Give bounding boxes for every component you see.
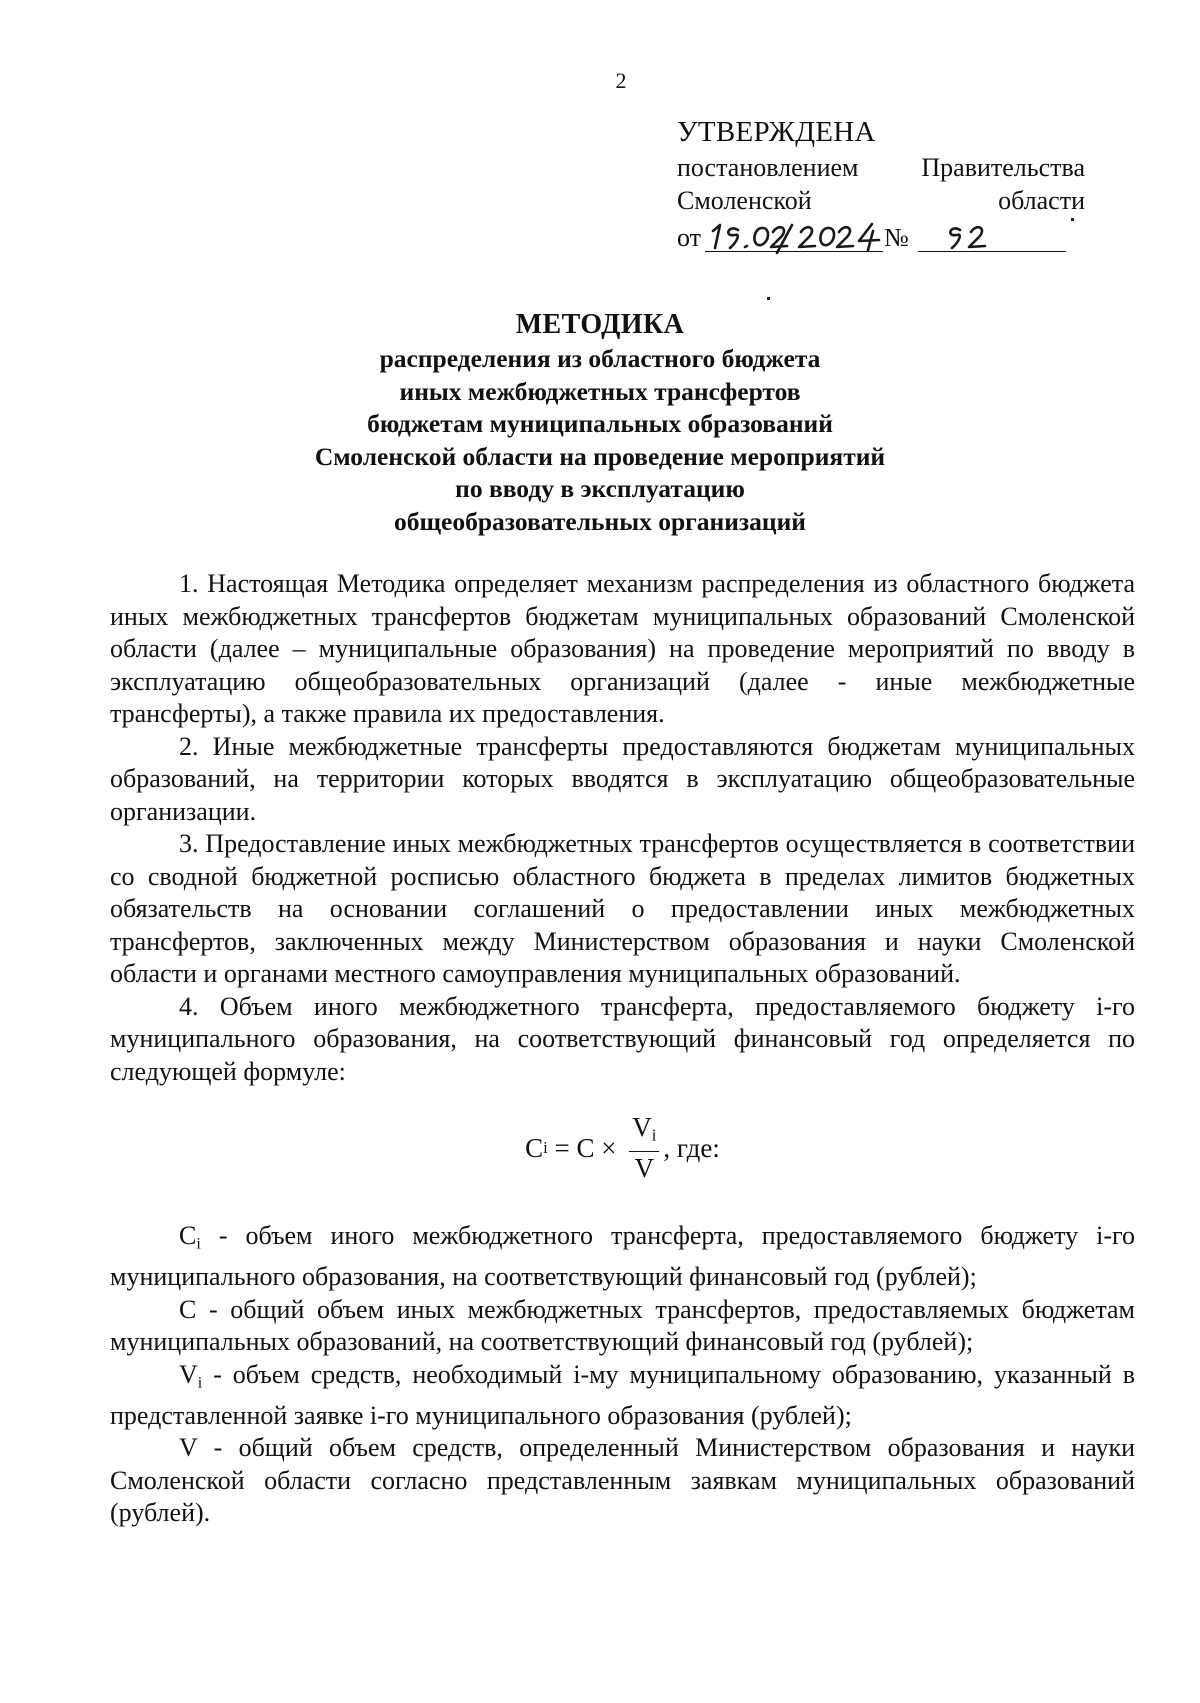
definition-text: - объем средств, необходимый i-му муниципальному образованию, указанный в представленной заявке i-го муниципального образования (рублей); xyxy=(110,1359,1135,1430)
heading-line: общеобразовательных организаций xyxy=(394,506,806,536)
definition-text: - объем иного межбюджетного трансферта, предоставляемого бюджету i-го муниципального образования, на соответствующий финансовый год (рублей); xyxy=(110,1221,1135,1291)
definition-symbol: C xyxy=(179,1221,197,1250)
approval-line-3-right: области xyxy=(998,186,1085,215)
handwritten-number xyxy=(933,215,1013,255)
handwritten-date xyxy=(707,215,887,255)
definition-text: - общий объем иных межбюджетных трансфертов, предоставляемых бюджетам муниципальных образований, на соответствующий финансовый год (рублей); xyxy=(110,1294,1135,1356)
document-title: МЕТОДИКА xyxy=(515,309,685,340)
heading-line: иных межбюджетных трансфертов xyxy=(399,376,801,406)
number-underline xyxy=(918,251,1066,252)
paragraph-1: 1. Настоящая Методика определяет механизм распределения из областного бюджета иных межбюджетных трансфертов бюджетам муниципальных образований Смоленской области (далее – муниципальные образования) на проведение мероприятий по вводу в эксплуатацию общеобразовательных организаций (далее - иные межбюджетные трансферты), а также правила их предоставления. xyxy=(110,569,1135,728)
heading-line: по вводу в эксплуатацию xyxy=(455,474,745,503)
definition-vi xyxy=(110,1359,1135,1433)
formula-fraction xyxy=(629,1112,659,1184)
paragraph-4: 4. Объем иного межбюджетного трансферта, предоставляемого бюджету i-го муниципального образования, на соответствующий финансовый год определяется по следующей формуле: xyxy=(110,991,1135,1086)
definition-symbol: V xyxy=(179,1433,198,1462)
scan-speck xyxy=(767,297,770,300)
approval-date-row xyxy=(677,217,1085,257)
definition-subscript: i xyxy=(196,1235,201,1253)
heading-line: бюджетам муниципальных образований xyxy=(367,409,833,438)
approval-title: УТВЕРЖДЕНА xyxy=(677,116,876,148)
page-number: 2 xyxy=(615,68,627,93)
heading-line: Смоленской области на проведение мероприятий xyxy=(314,441,886,471)
definition-c xyxy=(110,1294,1135,1359)
approval-line-3 xyxy=(677,184,1085,217)
definition-symbol: V xyxy=(179,1359,198,1389)
formula-suffix: , где: xyxy=(663,1132,720,1163)
date-underline xyxy=(705,251,883,252)
formula-lhs-sub: i xyxy=(543,1137,548,1157)
definition-symbol: C xyxy=(179,1294,197,1324)
formula-operator: = C × xyxy=(547,1132,624,1163)
scan-speck xyxy=(1071,218,1074,221)
formula-lhs: C xyxy=(525,1132,544,1163)
definition-subscript: i xyxy=(197,1374,203,1391)
approval-stamp xyxy=(677,113,1085,257)
formula-denominator: V xyxy=(634,1152,655,1183)
paragraph-3: 3. Предоставление иных межбюджетных трансфертов осуществляется в соответствии со сводной бюджетной росписью областного бюджета в пределах лимитов бюджетных обязательств на основании соглашений о предоставлении иных межбюджетных трансфертов, заключенных между Министерством образования и науки Смоленской области и органами местного самоуправления муниципальных образований. xyxy=(110,829,1135,988)
document-body xyxy=(110,568,1135,1530)
definition-v xyxy=(110,1432,1135,1530)
definition-ci xyxy=(110,1220,1135,1294)
date-prefix: от xyxy=(677,223,702,252)
formula xyxy=(110,1100,1135,1196)
paragraph-2: 2. Иные межбюджетные трансферты предоставляются бюджетам муниципальных образований, на территории которых вводятся в эксплуатацию общеобразовательные организации. xyxy=(110,731,1135,826)
definition-text: - общий объем средств, определенный Министерством образования и науки Смоленской области согласно представленным заявкам муниципальных образований (рублей). xyxy=(110,1433,1135,1527)
heading-line: распределения из областного бюджета xyxy=(379,344,821,373)
document-heading xyxy=(250,308,950,538)
approval-line-2 xyxy=(677,151,1085,184)
numerator-symbol: V xyxy=(632,1112,652,1143)
formula-numerator xyxy=(629,1112,659,1152)
approval-line-3-left: Смоленской xyxy=(677,186,812,215)
number-sign: № xyxy=(884,223,909,252)
numerator-sub: i xyxy=(651,1125,657,1145)
approval-line-2-right: Правительства xyxy=(921,153,1085,182)
approval-line-2-left: постановлением xyxy=(677,153,859,182)
